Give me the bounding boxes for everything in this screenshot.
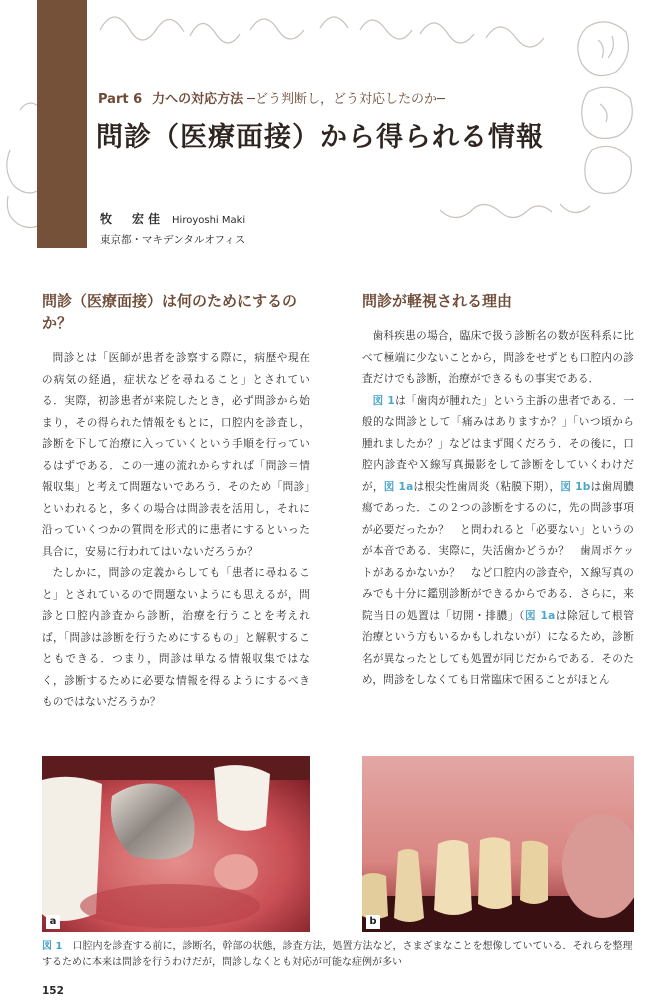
part-subtitle: ─どう判断し，どう対応したのか─ [247,92,445,107]
clinical-photo-b [362,756,634,932]
clinical-photo-a-image [42,756,310,932]
clinical-photo-a [42,756,310,932]
paragraph: たしかに，問診の定義からしても「患者に尋ねること」とされているので問題ないようにも思えるが，問診と口腔内診査から診断，治療を行うことを考えれば，「問診は診断を行うためにするもの」と解釈することもできる．つまり，問診は単なる情報収集ではなく，診断するために必要な情報を得るようにするべきものではないだろうか？ [42,567,310,708]
section-heading-reasons: 問診が軽視される理由 [362,292,513,310]
caption-text: 口腔内を診査する前に，診断名，幹部の状態，診査方法，処置方法など，さまざまなことを想像していている．それらを整理するために本来は問診を行うわけだが，問診しなくとも対応が可能な症例が多い [42,941,633,968]
figure-reference: 図 1 [372,394,395,407]
text-run: は除冠して根管治療という方もいるかもしれないが）になるため，診断名が異なったとしても処置が同じだからである．そのため，問診をしなくても日常臨床で困ることがほとん [362,609,635,686]
text-run: は「歯肉が腫れた」という主訴の患者である．一般的な問診として「痛みはありますか？」「いつ頃から腫れましたか？」などはまず聞くだろう．その後に，口腔内診査やＸ線写真撮影をして診断をしていくわけだが， [362,394,634,493]
photo-label-a: a [46,915,60,929]
title-accent-bar [37,0,87,248]
right-column [362,290,634,692]
paragraph: 問診とは「医師が患者を診察する際に，病歴や現在の病気の経過，症状などを尋ねること」とされている．実際，初診患者が来院したとき，必ず問診から始まり，その得られた情報をもとに，口腔内を診査し，診断を下して治療に入っていくという手順を行っているはずである．この一連の流れからすれば「問診＝情報収集」と考えて問題ないであろう．そのため「問診」といわれると，多くの場合は問診表を活用し，それに沿っていくつかの質問を形式的に患者にするといった具合に，安易に行われてはいないだろうか？ [42,352,310,558]
part-label: Part 6 [98,92,143,107]
figure-reference: 図 1a [525,609,556,622]
caption-figure-number: 図 1 [42,941,63,952]
part-heading [98,88,445,107]
author-name-roman: Hiroyoshi Maki [172,215,246,226]
figure-reference: 図 1a [383,480,414,493]
text-run: は歯周膿瘍であった．この２つの診断をするのに，先の問診事項が必要だったか？ と問われると「必要ない」というのが本音である．実際に，失活歯かどうか？ 歯周ポケットがあるかないか？ など口腔内の診査や，Ｘ線写真のみでも十分に鑑別診断ができるからである．さらに，来院当日の処置は「切開・排膿」（ [362,480,635,622]
article-header [0,0,648,262]
figure-caption [42,939,636,971]
article-title: 問診（医療面接）から得られる情報 [96,122,544,153]
figure-reference: 図 1b [560,480,591,493]
paragraph [362,391,634,692]
clinical-photo-b-image [362,756,634,932]
paragraph: 歯科疾患の場合，臨床で扱う診断名の数が医科系に比べて極端に少ないことから，問診をせずとも口腔内の診査だけでも診断，治療ができるもの事実である． [362,330,634,385]
part-title: 力への対応方法 [152,92,244,107]
text-run: は根尖性歯周炎（粘膜下期）， [413,480,561,493]
section-heading-purpose: 問診（医療面接）は何のためにするのか？ [42,292,298,332]
author-line [100,210,245,227]
author-affiliation: 東京都・マキデンタルオフィス [100,234,246,246]
left-column [42,290,310,714]
page-number: 152 [42,985,64,997]
photo-label-b: b [366,915,380,929]
author-name: 牧 宏佳 [100,212,165,226]
